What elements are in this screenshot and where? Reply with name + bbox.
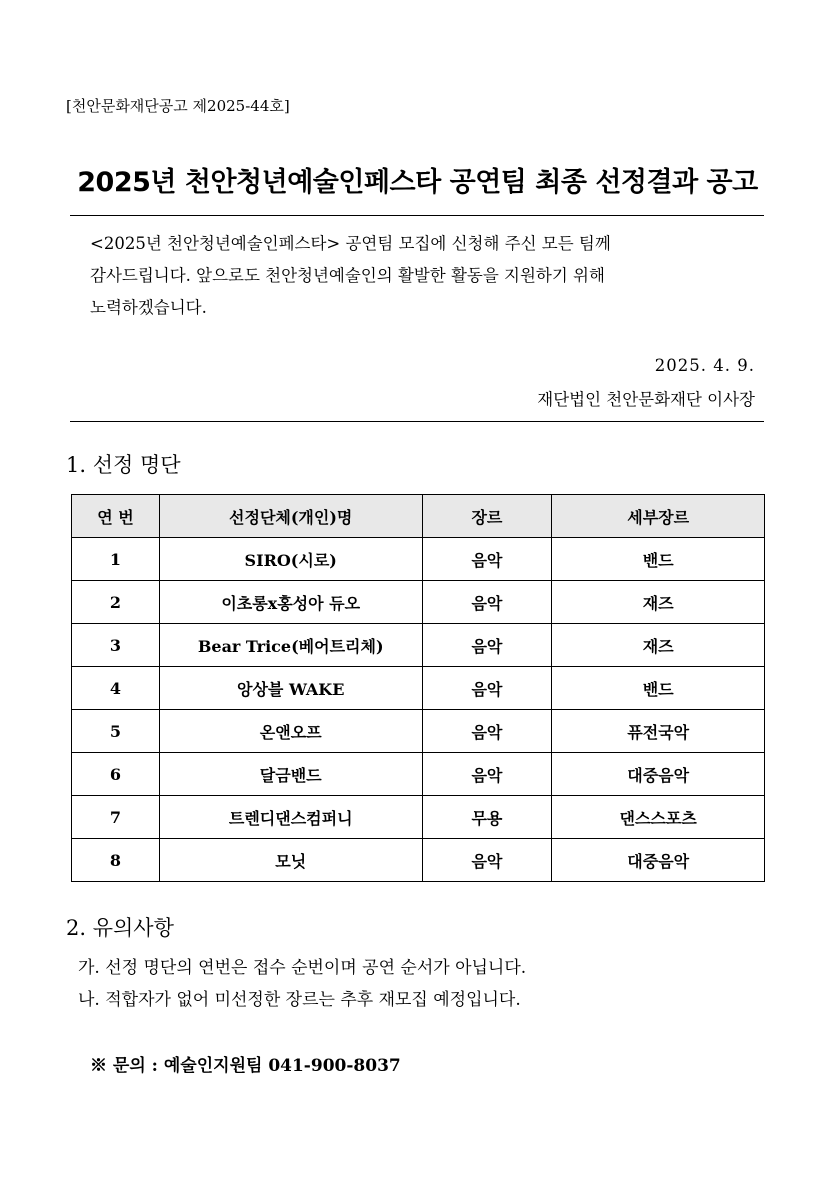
- table-header-row: [72, 495, 765, 538]
- cell-name: 달금밴드: [159, 753, 422, 796]
- cell-genre: 음악: [422, 624, 552, 667]
- issuer: 재단법인 천안문화재단 이사장: [537, 390, 755, 409]
- table-row: [72, 667, 765, 710]
- note-item: 나. 적합자가 없어 미선정한 장르는 추후 재모집 예정입니다.: [78, 990, 521, 1010]
- table-row: [72, 538, 765, 581]
- page-title: 2025년 천안청년예술인페스타 공연팀 최종 선정결과 공고: [77, 167, 758, 198]
- cell-name: 온앤오프: [159, 710, 422, 753]
- cell-genre: 음악: [422, 581, 552, 624]
- cell-subgenre: 퓨전국악: [552, 710, 765, 753]
- cell-subgenre: 재즈: [552, 581, 765, 624]
- announcement-date: 2025. 4. 9.: [654, 356, 755, 375]
- intro-line: <2025년 천안청년예술인페스타> 공연팀 모집에 신청해 주신 모든 팀께: [90, 234, 611, 253]
- cell-number: 8: [72, 839, 160, 882]
- header-number: 연 번: [72, 495, 160, 538]
- bottom-divider: [70, 421, 764, 422]
- table-row: [72, 839, 765, 882]
- contact-info: ※ 문의 : 예술인지원팀 041-900-8037: [90, 1056, 401, 1076]
- section-1-title: 1. 선정 명단: [66, 453, 181, 477]
- cell-number: 2: [72, 581, 160, 624]
- cell-name: SIRO(시로): [159, 538, 422, 581]
- cell-genre: 무용: [422, 796, 552, 839]
- note-item: 가. 선정 명단의 연번은 접수 순번이며 공연 순서가 아닙니다.: [78, 958, 527, 978]
- cell-number: 5: [72, 710, 160, 753]
- top-divider: [70, 215, 764, 216]
- cell-name: 트렌디댄스컴퍼니: [159, 796, 422, 839]
- notice-number: [천안문화재단공고 제2025-44호]: [66, 97, 290, 115]
- cell-genre: 음악: [422, 710, 552, 753]
- cell-number: 7: [72, 796, 160, 839]
- cell-number: 4: [72, 667, 160, 710]
- cell-genre: 음악: [422, 839, 552, 882]
- cell-genre: 음악: [422, 538, 552, 581]
- section-2-title: 2. 유의사항: [66, 916, 174, 940]
- cell-genre: 음악: [422, 753, 552, 796]
- header-genre: 장르: [422, 495, 552, 538]
- table-row: [72, 581, 765, 624]
- cell-subgenre: 대중음악: [552, 839, 765, 882]
- cell-subgenre: 밴드: [552, 667, 765, 710]
- cell-number: 1: [72, 538, 160, 581]
- header-name: 선정단체(개인)명: [159, 495, 422, 538]
- cell-subgenre: 재즈: [552, 624, 765, 667]
- cell-name: Bear Trice(베어트리체): [159, 624, 422, 667]
- table-row: [72, 796, 765, 839]
- cell-number: 3: [72, 624, 160, 667]
- cell-subgenre: 밴드: [552, 538, 765, 581]
- header-subgenre: 세부장르: [552, 495, 765, 538]
- table-row: [72, 624, 765, 667]
- cell-genre: 음악: [422, 667, 552, 710]
- cell-subgenre: 대중음악: [552, 753, 765, 796]
- intro-line: 노력하겠습니다.: [90, 298, 207, 317]
- selection-table: [71, 494, 765, 882]
- cell-subgenre: 댄스스포츠: [552, 796, 765, 839]
- table-row: [72, 710, 765, 753]
- cell-name: 앙상블 WAKE: [159, 667, 422, 710]
- cell-number: 6: [72, 753, 160, 796]
- cell-name: 이초롱x홍성아 듀오: [159, 581, 422, 624]
- cell-name: 모닛: [159, 839, 422, 882]
- table-row: [72, 753, 765, 796]
- intro-line: 감사드립니다. 앞으로도 천안청년예술인의 활발한 활동을 지원하기 위해: [90, 266, 605, 285]
